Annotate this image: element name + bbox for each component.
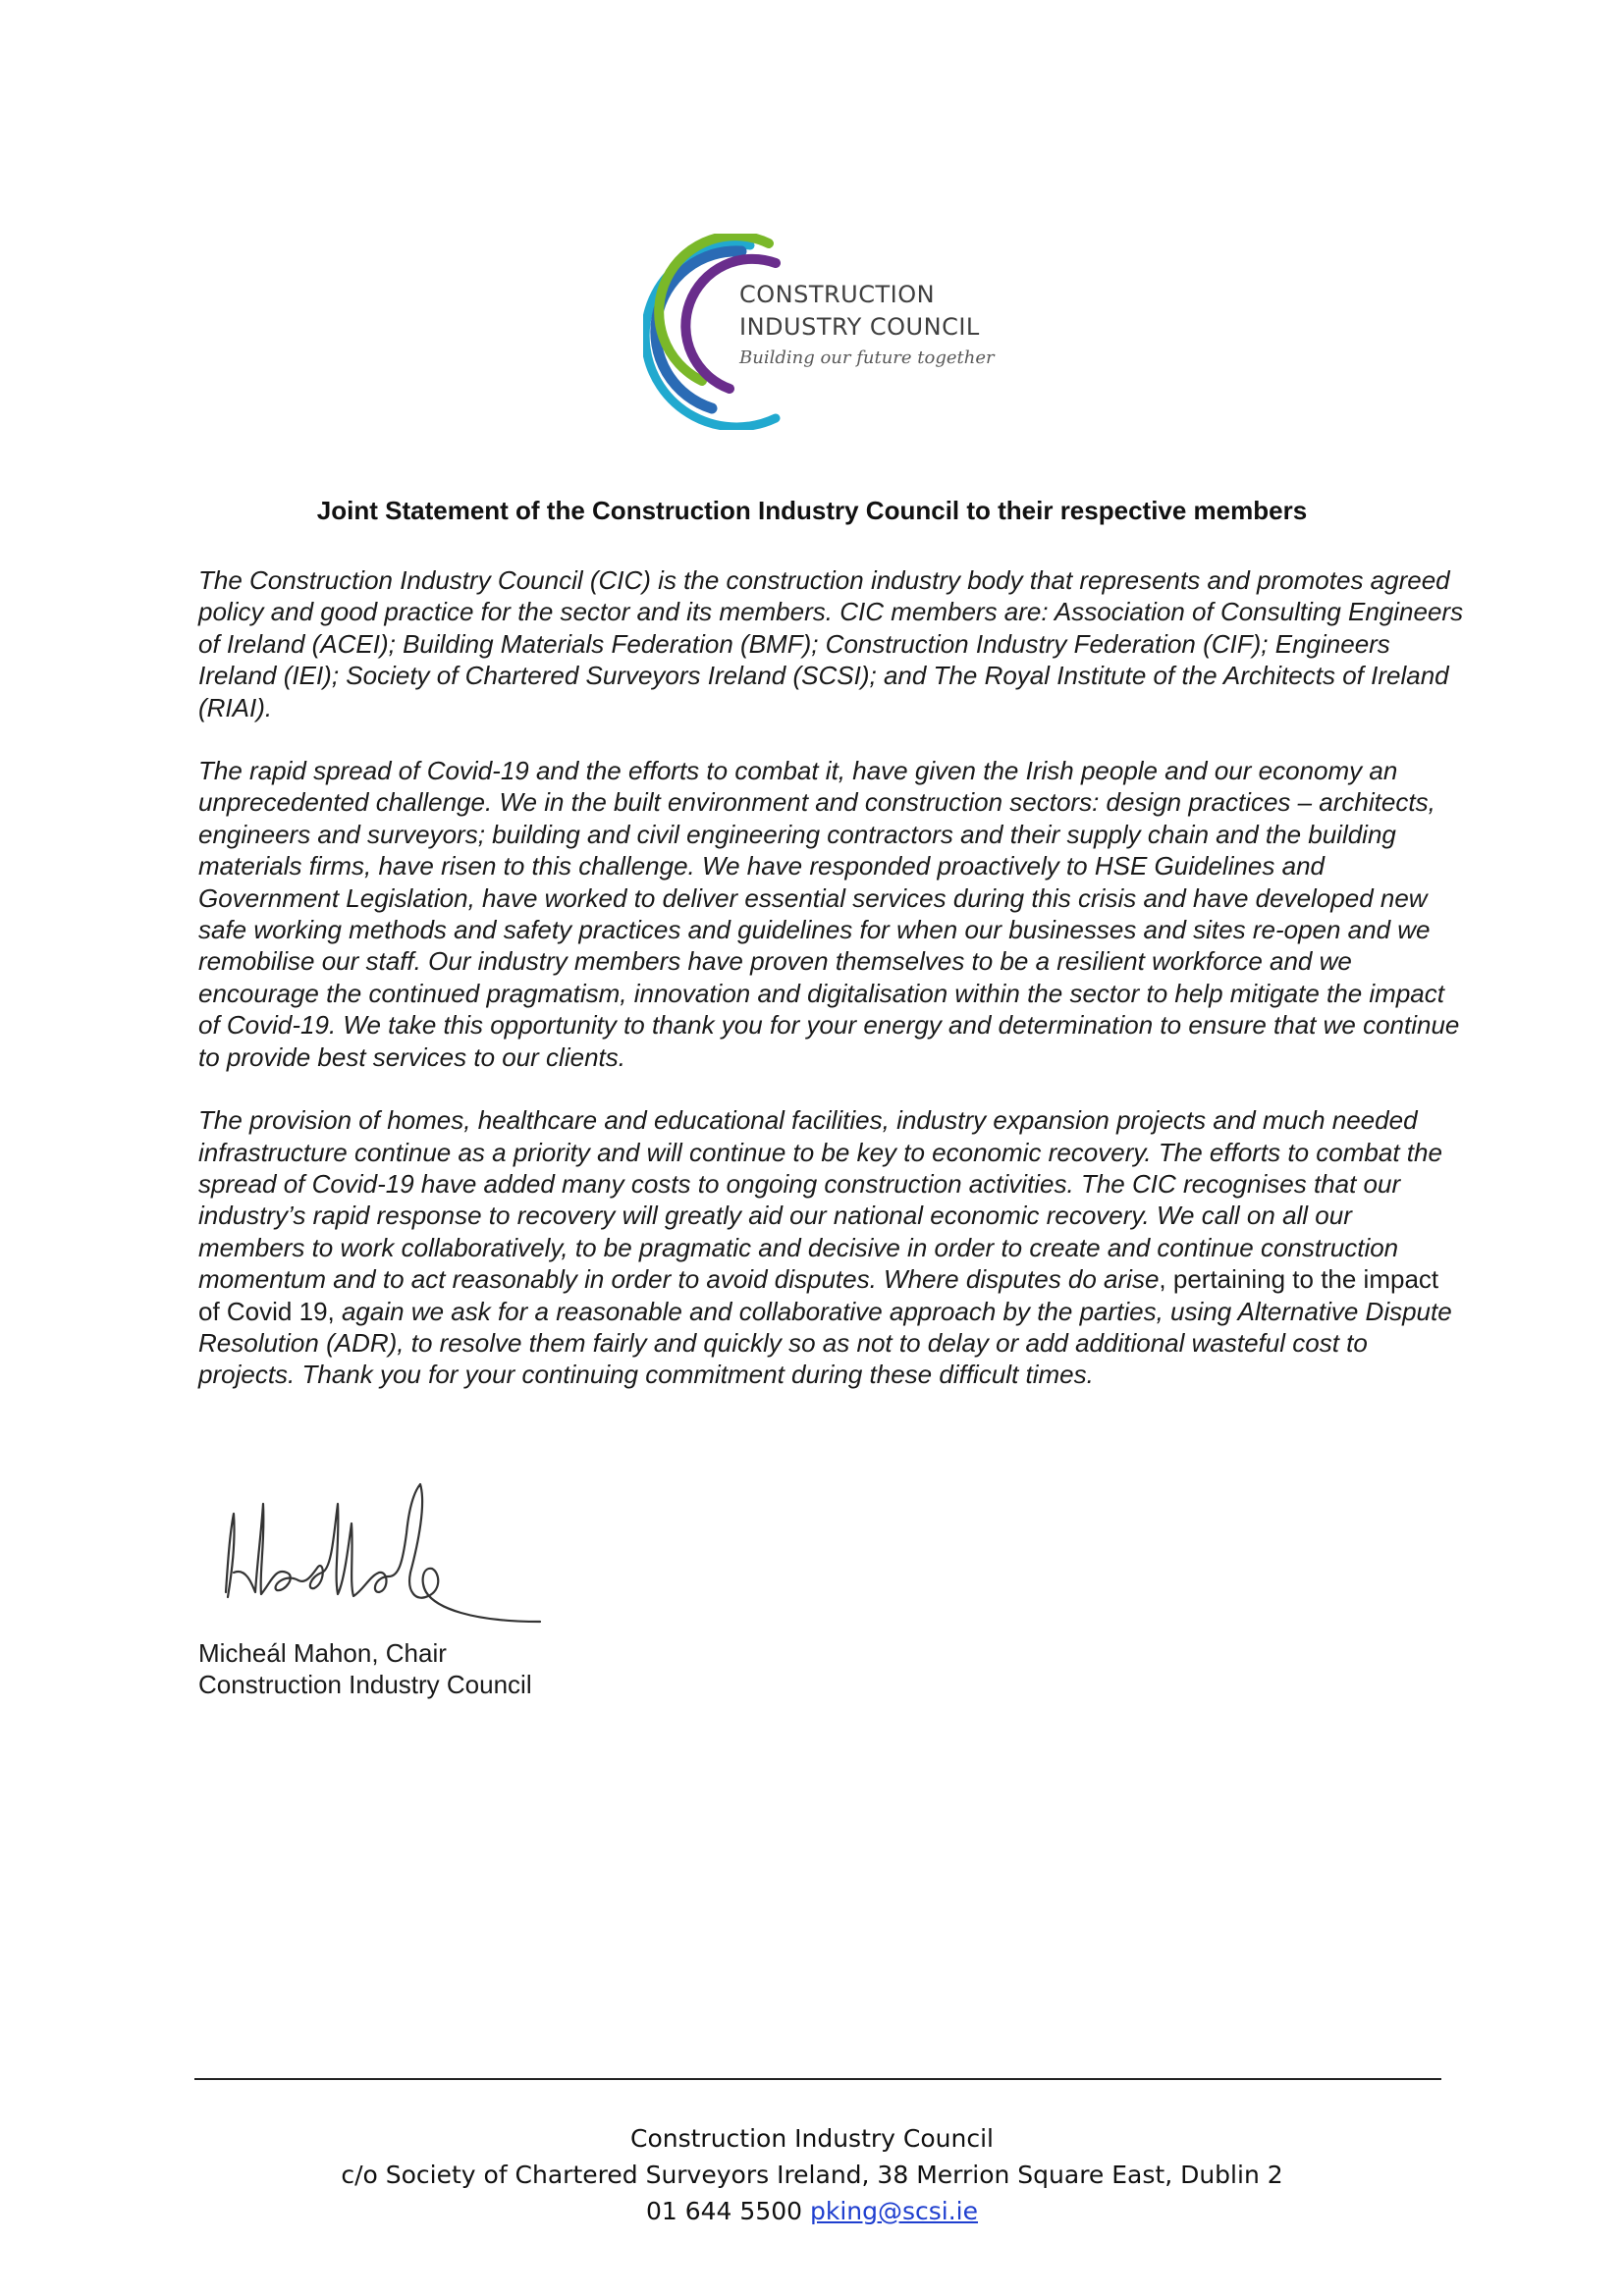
- footer-divider: [194, 2078, 1441, 2080]
- handwritten-signature: [216, 1474, 569, 1631]
- paragraph-recovery-part2: , pertaining to the impact of Covid 19,: [198, 1264, 1439, 1326]
- paragraph-recovery: [198, 1104, 1465, 1391]
- statement-title: Joint Statement of the Construction Industry Council to their respective members: [316, 496, 1308, 525]
- footer-email-link[interactable]: pking@scsi.ie: [809, 2197, 979, 2225]
- signature-icon: [216, 1474, 569, 1631]
- footer: [0, 2120, 1624, 2229]
- paragraph-covid-response: The rapid spread of Covid-19 and the efforts to combat it, have given the Irish people and our economy an unprecedented challenge. We in the built environment and construction sectors: design practices – architects, engineers and surveyors; building and civil engineering contractors and their supply chain and the building materials firms, have risen to this challenge. We have responded proactively to HSE Guidelines and Government Legislation, have worked to deliver essential services during this crisis and have developed new safe working methods and safety practices and guidelines for when our businesses and sites re-open and we remobilise our staff. Our industry members have proven themselves to be a resilient workforce and we encourage the continued pragmatism, innovation and digitalisation within the sector to help mitigate the impact of Covid-19. We take this opportunity to thank you for your energy and determination to ensure that we continue to provide best services to our clients.: [198, 756, 1460, 1072]
- paragraph-recovery-part1: The provision of homes, healthcare and educational facilities, industry expansion projects and much needed infrastructure continue as a priority and will continue to be key to economic recovery. The efforts to combat the spread of Covid-19 have added many costs to ongoing construction activities. The CIC recognises that our industry’s rapid response to recovery will greatly aid our national economic recovery. We call on all our members to work collaboratively, to be pragmatic and decisive in order to create and continue construction momentum and to act reasonably in order to avoid disputes. Where disputes do arise: [198, 1105, 1442, 1295]
- paragraph-cic-intro: The Construction Industry Council (CIC) is the construction industry body that represents and promotes agreed policy and good practice for the sector and its members. CIC members are: Association of Consulting Engineers of Ireland (ACEI); Building Materials Federation (BMF); Construction Industry Federation (CIF); Engineers Ireland (IEI); Society of Chartered Surveyors Ireland (SCSI); and The Royal Institute of the Architects of Ireland (RIAI).: [198, 565, 1464, 722]
- footer-contact: [0, 2193, 1624, 2229]
- footer-address: c/o Society of Chartered Surveyors Ireland, 38 Merrion Square East, Dublin 2: [341, 2161, 1283, 2189]
- logo-line-construction: CONSTRUCTION: [739, 281, 936, 308]
- paragraph-recovery-part3: again we ask for a reasonable and collaborative approach by the parties, using Alternative Dispute Resolution (ADR), to resolve them fairly and quickly so as not to delay or add additional wasteful cost to projects. Thank you for your continuing commitment during these difficult times.: [198, 1296, 1452, 1390]
- signer-name: Micheál Mahon, Chair: [198, 1638, 447, 1668]
- signer-organisation: Construction Industry Council: [198, 1670, 532, 1699]
- signoff-block: [198, 1637, 532, 1700]
- logo-wordmark: [739, 279, 995, 368]
- footer-org-name: Construction Industry Council: [630, 2124, 994, 2153]
- logo-line-industry-council: INDUSTRY COUNCIL: [739, 313, 980, 341]
- statement-body: [198, 564, 1465, 1422]
- cic-logo: [643, 234, 997, 430]
- footer-phone: 01 644 5500: [645, 2197, 803, 2225]
- logo-tagline: Building our future together: [739, 347, 995, 368]
